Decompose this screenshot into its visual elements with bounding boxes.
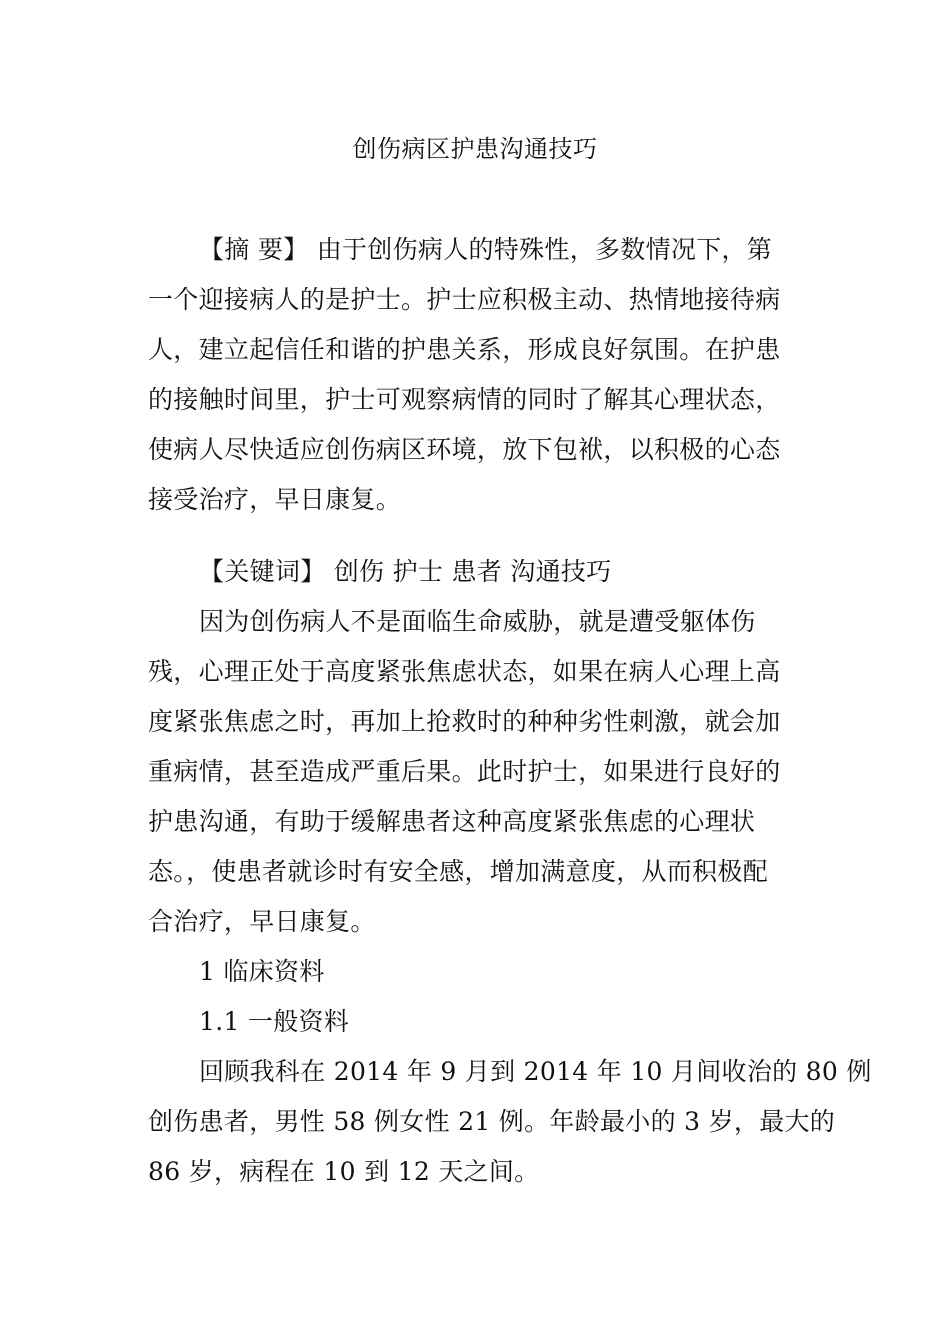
intro-line-5: 护患沟通，有助于缓解患者这种高度紧张焦虑的心理状 — [148, 807, 756, 836]
abstract-line-4: 的接触时间里，护士可观察病情的同时了解其心理状态， — [148, 385, 781, 414]
section-1-1-heading: 1.1 一般资料 — [199, 1007, 350, 1036]
abstract-line-2: 一个迎接病人的是护士。护士应积极主动、热情地接待病 — [148, 285, 781, 314]
section-1-1-line-3: 86 岁，病程在 10 到 12 天之间。 — [148, 1157, 540, 1186]
section-1-1-line-1: 回顾我科在 2014 年 9 月到 2014 年 10 月间收治的 80 例 — [199, 1057, 872, 1086]
section-1-heading: 1 临床资料 — [199, 957, 325, 986]
keywords-line: 【关键词】 创伤 护士 患者 沟通技巧 — [199, 557, 612, 586]
intro-line-7: 合治疗，早日康复。 — [148, 907, 376, 936]
intro-line-2: 残，心理正处于高度紧张焦虑状态，如果在病人心理上高 — [148, 657, 781, 686]
section-1-1-line-2: 创伤患者，男性 58 例女性 21 例。年龄最小的 3 岁，最大的 — [148, 1107, 836, 1136]
intro-line-4: 重病情，甚至造成严重后果。此时护士，如果进行良好的 — [148, 757, 781, 786]
abstract-line-6: 接受治疗，早日康复。 — [148, 485, 402, 514]
intro-line-3: 度紧张焦虑之时，再加上抢救时的种种劣性刺激，就会加 — [148, 707, 781, 736]
abstract-line-5: 使病人尽快适应创伤病区环境，放下包袱，以积极的心态 — [148, 435, 781, 464]
intro-line-1: 因为创伤病人不是面临生命威胁，就是遭受躯体伤 — [199, 607, 756, 636]
document-title: 创伤病区护患沟通技巧 — [352, 135, 598, 163]
intro-line-6: 态。，使患者就诊时有安全感，增加满意度，从而积极配 — [148, 857, 769, 886]
abstract-line-1: 【摘 要】 由于创伤病人的特殊性，多数情况下，第 — [199, 235, 773, 264]
abstract-line-3: 人，建立起信任和谐的护患关系，形成良好氛围。在护患 — [148, 335, 781, 364]
